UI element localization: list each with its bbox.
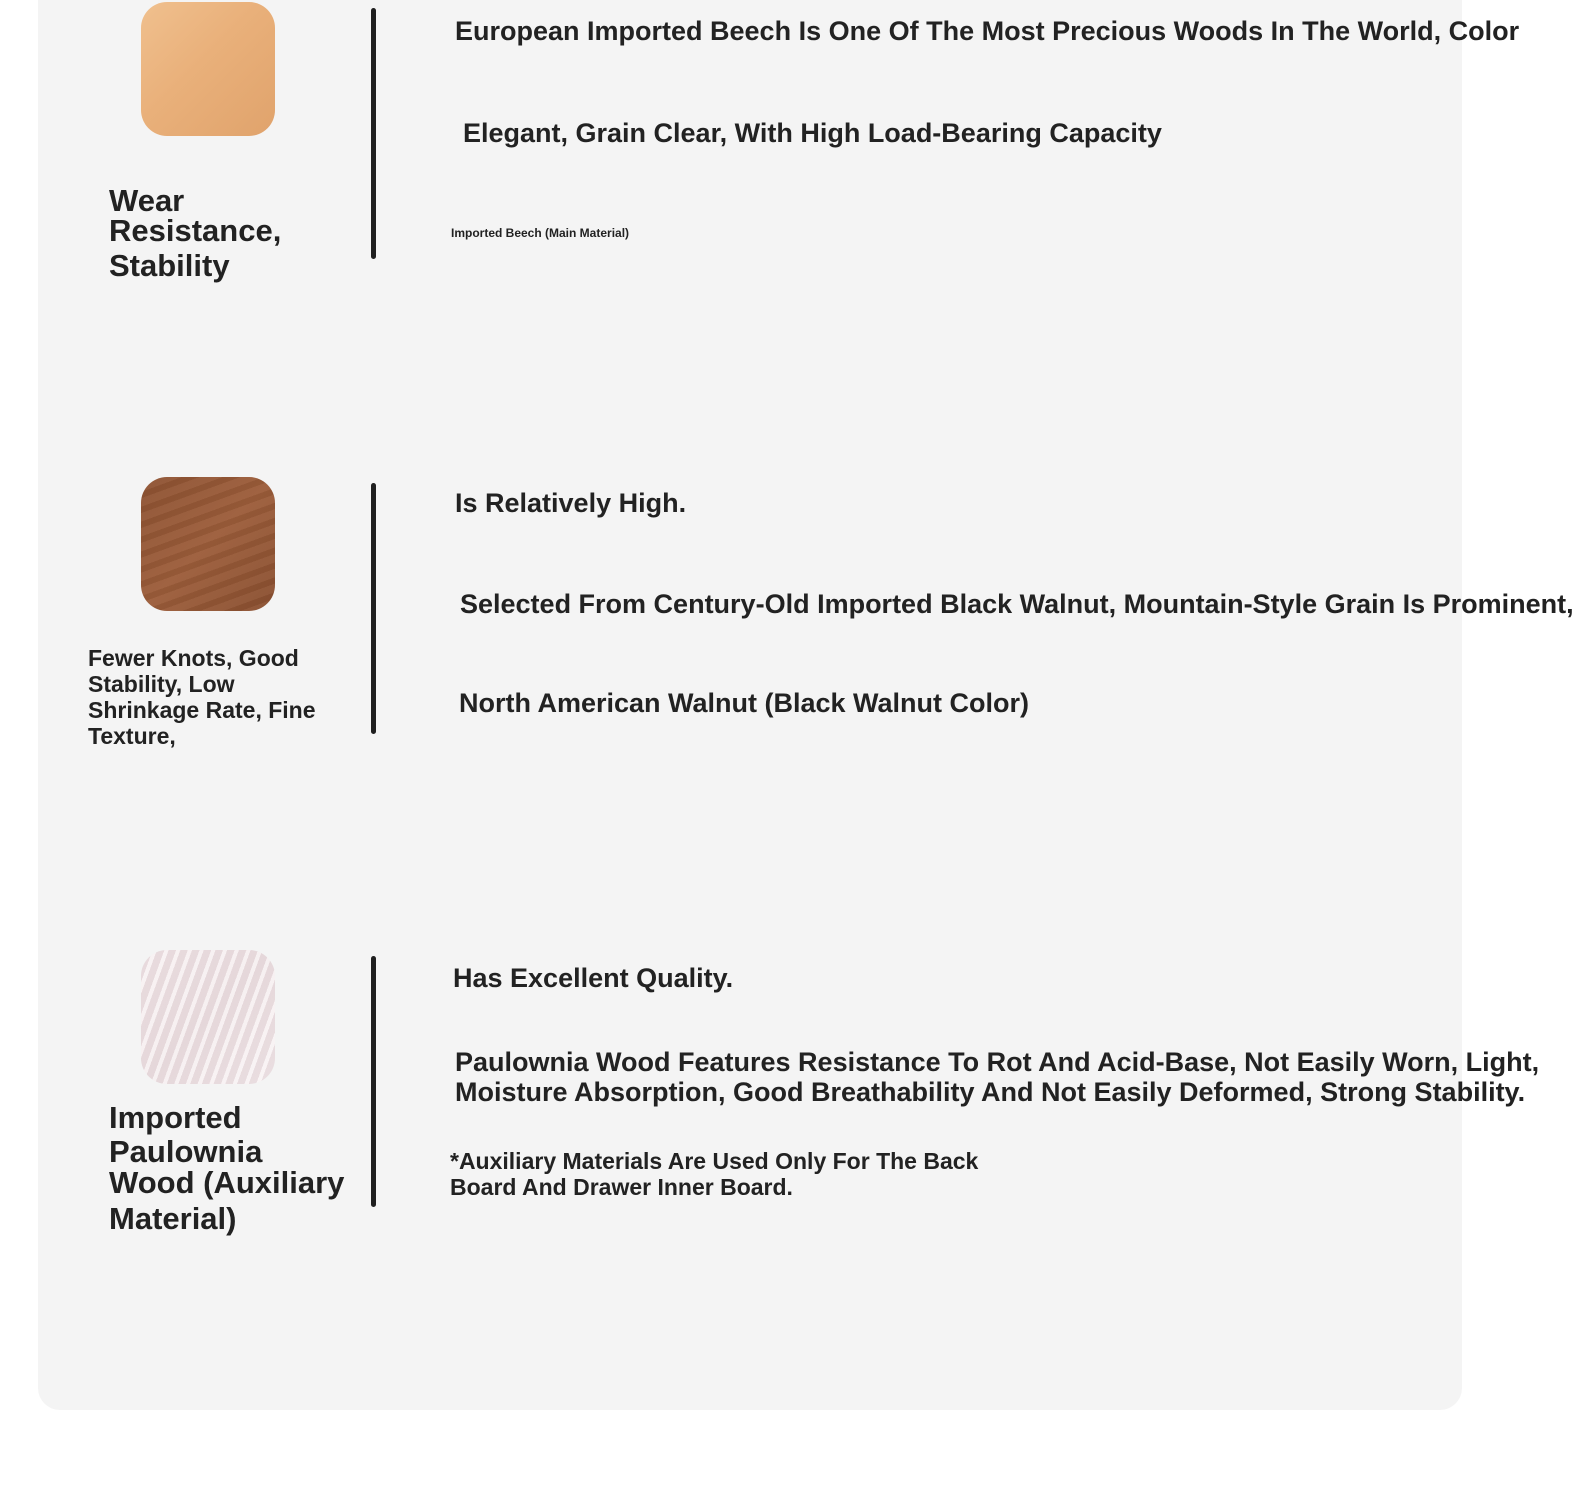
- paulownia-divider: [371, 956, 376, 1207]
- paulownia-line-3: Moisture Absorption, Good Breathability And Not Easily Deformed, Strong Stability.: [455, 1077, 1526, 1107]
- walnut-line-1: Is Relatively High.: [455, 488, 687, 518]
- beech-divider: [371, 8, 376, 259]
- beech-side-label-line: Wear: [109, 183, 185, 218]
- walnut-wood-swatch: [141, 477, 275, 611]
- beech-side-label-line: Resistance,: [109, 213, 282, 248]
- beech-side-label-line: Stability: [109, 248, 230, 283]
- paulownia-note-line-2: Board And Drawer Inner Board.: [450, 1174, 793, 1200]
- beech-line-1: European Imported Beech Is One Of The Most Precious Woods In The World, Color: [455, 16, 1520, 46]
- walnut-side-label-line: Shrinkage Rate, Fine: [88, 697, 316, 723]
- walnut-side-label: [88, 645, 316, 749]
- walnut-side-label-line: Texture,: [88, 723, 176, 749]
- walnut-side-label-line: Fewer Knots, Good: [88, 645, 299, 671]
- paulownia-side-label-line: Paulownia: [109, 1134, 263, 1169]
- paulownia-note-line-1: *Auxiliary Materials Are Used Only For The Back: [450, 1148, 979, 1174]
- paulownia-side-label-line: Material): [109, 1201, 237, 1236]
- beech-line-2: Elegant, Grain Clear, With High Load-Bearing Capacity: [463, 118, 1162, 148]
- beech-side-label: [109, 183, 282, 283]
- paulownia-side-label: [109, 1102, 344, 1234]
- walnut-material-name: North American Walnut (Black Walnut Color): [459, 688, 1030, 718]
- walnut-divider: [371, 483, 376, 734]
- walnut-side-label-line: Stability, Low: [88, 671, 235, 697]
- materials-card: [38, 0, 1574, 1410]
- beech-material-name: Imported Beech (Main Material): [451, 226, 630, 240]
- paulownia-line-2: Paulownia Wood Features Resistance To Rot And Acid-Base, Not Easily Worn, Light,: [455, 1047, 1540, 1077]
- paulownia-side-label-line: Imported: [109, 1100, 242, 1135]
- paulownia-side-label-line: Wood (Auxiliary: [109, 1165, 345, 1200]
- walnut-line-2: Selected From Century-Old Imported Black Walnut, Mountain-Style Grain Is Prominent,: [460, 589, 1574, 619]
- paulownia-line-1: Has Excellent Quality.: [453, 963, 734, 993]
- paulownia-wood-swatch: [141, 950, 275, 1084]
- beech-wood-swatch: [141, 2, 275, 136]
